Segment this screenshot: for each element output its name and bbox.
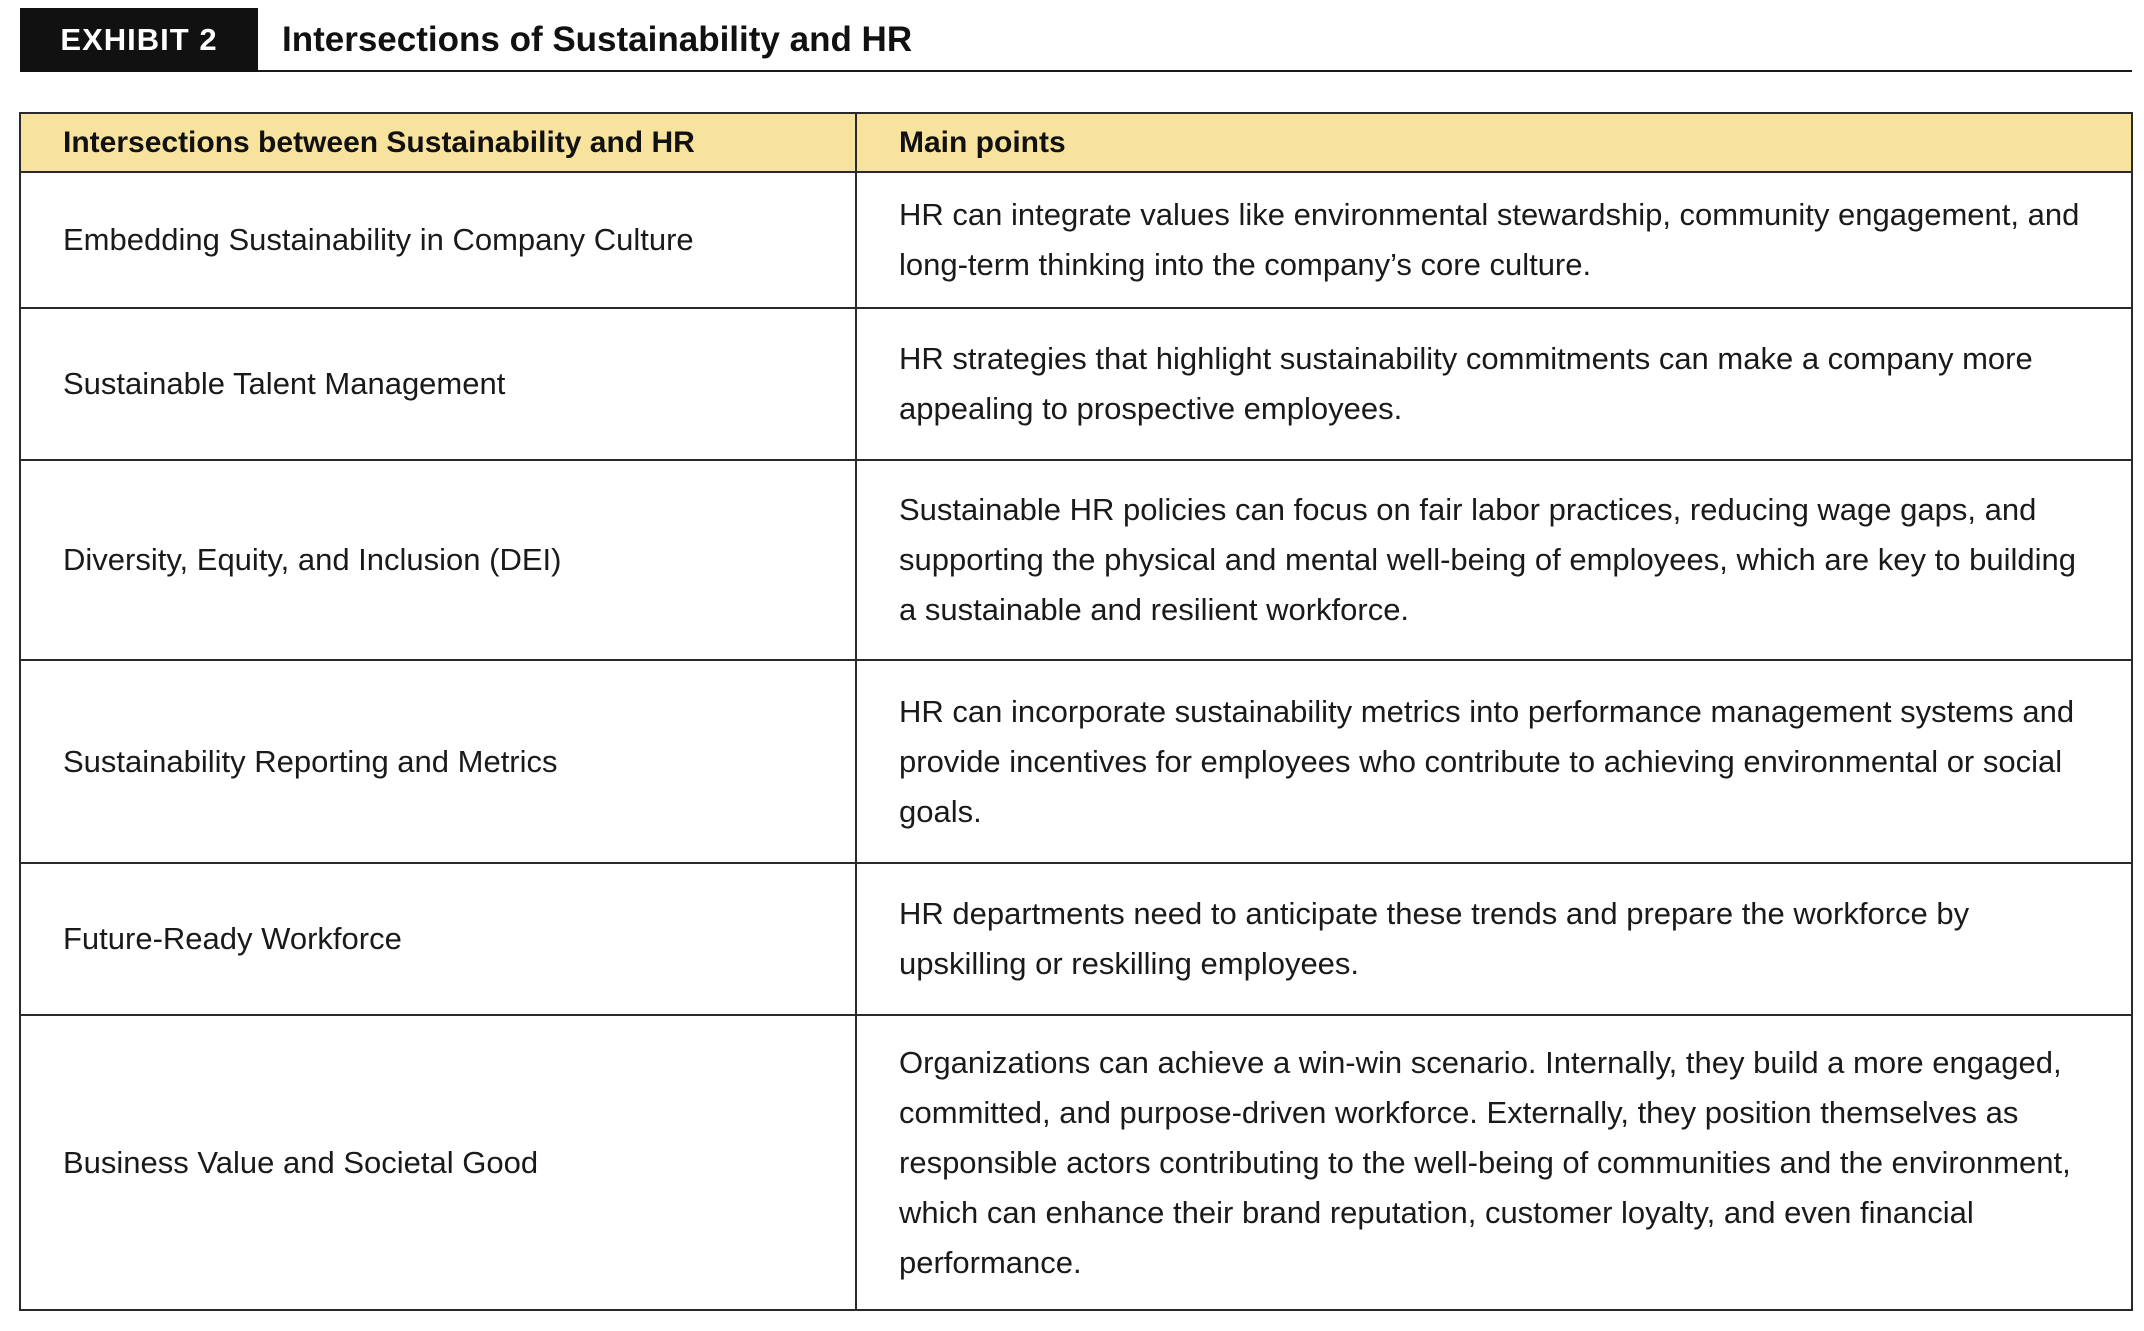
- table-row: [20, 308, 2132, 460]
- exhibit-title: Intersections of Sustainability and HR: [282, 20, 913, 59]
- exhibit-header: [20, 8, 2132, 72]
- row-main-point: HR can integrate values like environmental stewardship, community engagement, and long-term thinking into the company’s core culture.: [856, 172, 2132, 308]
- row-topic: Business Value and Societal Good: [20, 1015, 856, 1310]
- row-topic: Sustainable Talent Management: [20, 308, 856, 460]
- row-topic: Diversity, Equity, and Inclusion (DEI): [20, 460, 856, 660]
- column-header-main-points: Main points: [856, 113, 2132, 172]
- table-row: [20, 660, 2132, 863]
- row-main-point: HR strategies that highlight sustainability commitments can make a company more appealing to prospective employees.: [856, 308, 2132, 460]
- exhibit-badge: EXHIBIT 2: [20, 8, 258, 72]
- row-topic: Embedding Sustainability in Company Culture: [20, 172, 856, 308]
- row-main-point: Sustainable HR policies can focus on fair labor practices, reducing wage gaps, and supporting the physical and mental well-being of employees, which are key to building a sustainable and resilient workforce.: [856, 460, 2132, 660]
- row-main-point: HR can incorporate sustainability metrics into performance management systems and provide incentives for employees who contribute to achieving environmental or social goals.: [856, 660, 2132, 863]
- row-main-point: HR departments need to anticipate these trends and prepare the workforce by upskilling or reskilling employees.: [856, 863, 2132, 1015]
- intersections-table: [19, 112, 2133, 1311]
- row-topic: Sustainability Reporting and Metrics: [20, 660, 856, 863]
- table-row: [20, 863, 2132, 1015]
- column-header-intersections: Intersections between Sustainability and HR: [20, 113, 856, 172]
- table-row: [20, 172, 2132, 308]
- table-row: [20, 460, 2132, 660]
- row-main-point: Organizations can achieve a win-win scenario. Internally, they build a more engaged, committed, and purpose-driven workforce. Externally, they position themselves as responsible actors contributing to the well-being of communities and the environment, which can enhance their brand reputation, customer loyalty, and even financial performance.: [856, 1015, 2132, 1310]
- table-header-row: [20, 113, 2132, 172]
- table-row: [20, 1015, 2132, 1310]
- row-topic: Future-Ready Workforce: [20, 863, 856, 1015]
